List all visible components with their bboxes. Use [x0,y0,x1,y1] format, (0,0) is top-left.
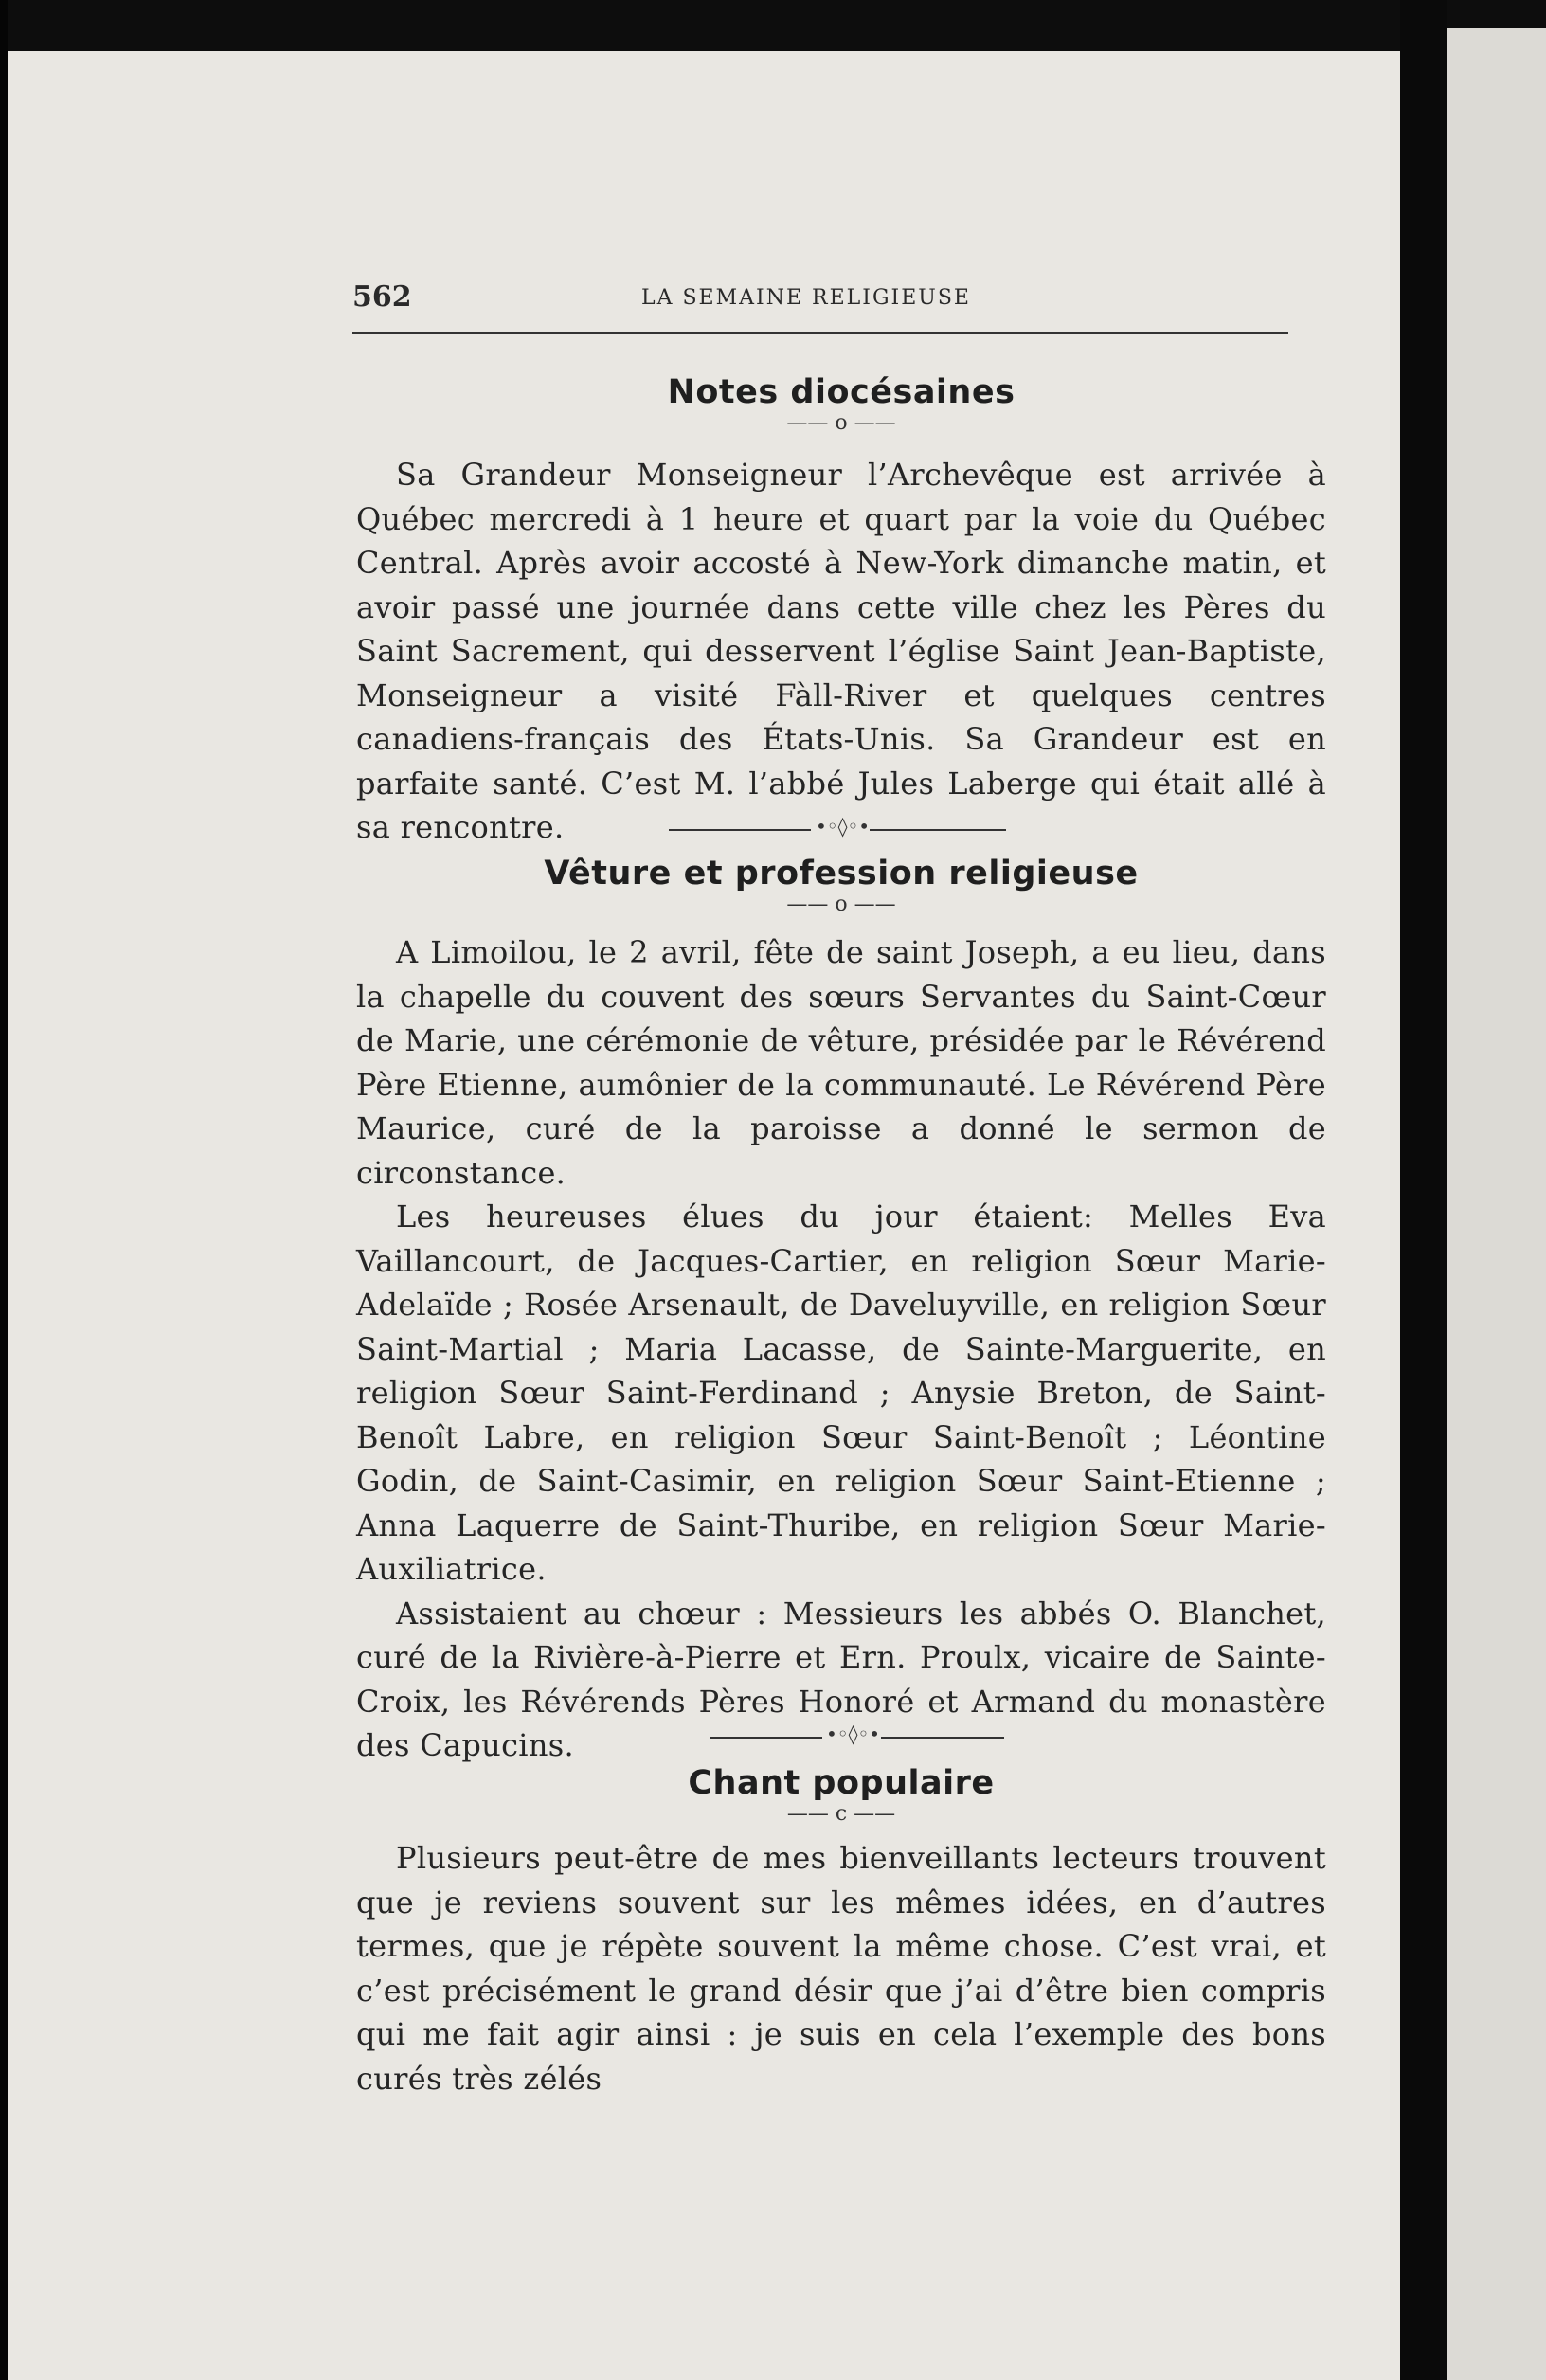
gutter [1400,0,1447,2380]
header-rule [352,332,1288,334]
section-title: Notes diocésaines [667,373,1016,411]
paragraph: Les heureuses élues du jour étaient: Melles Eva Vaillancourt, de Jacques-Cartier, en religion Sœur Marie-Adelaïde ; Rosée Arsenault, de Daveluyville, en religion Sœur Saint-Martial ; Maria Lacasse, de Sainte-Marguerite, en religion Sœur Saint-Ferdinand ; Anysie Breton, de Saint-Benoît Labre, en religion Sœur Saint-Benoît ; Léontine Godin, de Saint-Casimir, en religion Sœur Saint-Etienne ; Anna Laquerre de Saint-Thuribe, en religion Sœur Marie-Auxiliatrice. [356,1199,1326,1587]
section-notes-diocesaines [356,373,1326,850]
running-header [352,280,1300,328]
section-mark: —— c —— [786,1802,896,1826]
section-title: Vêture et profession religieuse [544,855,1139,892]
paragraph: Sa Grandeur Monseigneur l’Archevêque est arrivée à Québec mercredi à 1 heure et quart par la voie du Québec Central. Après avoir accosté à New-York dimanche matin, et avoir passé une journée dans cette ville chez les Pères du Saint Sacrement, qui desservent l’église Saint Jean-Baptiste, Monseigneur a visité Fàll-River et quelques centres canadiens-français des États-Unis. Sa Grandeur est en parfaite santé. C’est M. l’abbé Jules Laberge qui était allé à sa rencontre. [356,457,1326,845]
paragraph: Plusieurs peut-être de mes bienveillants lecteurs trouvent que je reviens souvent sur les mêmes idées, en d’autres termes, que je répète souvent la même chose. C’est vrai, et c’est précisément le grand désir que j’ai d’être bien compris qui me fait agir ainsi : je suis en cela l’exemple des bons curés très zélés [356,1840,1326,2097]
page-number: 562 [352,280,412,314]
section-title: Chant populaire [688,1764,995,1802]
film-edge [0,0,8,2380]
paragraph: Assistaient au chœur : Messieurs les abbés O. Blanchet, curé de la Rivière-à-Pierre et Ern. Proulx, vicaire de Sainte-Croix, les Révérends Pères Honoré et Armand du monastère des Capucins. [356,1595,1326,1763]
adjacent-page-edge [1447,28,1546,2380]
section-chant-populaire [356,1764,1326,2101]
section-mark: —— o —— [786,411,896,435]
section-divider: •◦◊◦• [710,1730,1004,1745]
section-mark: —— o —— [786,892,896,916]
section-veture-profession [356,855,1326,1768]
running-title: LA SEMAINE RELIGIEUSE [641,286,971,310]
paragraph: A Limoilou, le 2 avril, fête de saint Joseph, a eu lieu, dans la chapelle du couvent des sœurs Servantes du Saint-Cœur de Marie, une cérémonie de vêture, présidée par le Révérend Père Etienne, aumônier de la communauté. Le Révérend Père Maurice, curé de la paroisse a donné le sermon de circonstance. [356,934,1326,1191]
section-divider: •◦◊◦• [669,822,1006,838]
